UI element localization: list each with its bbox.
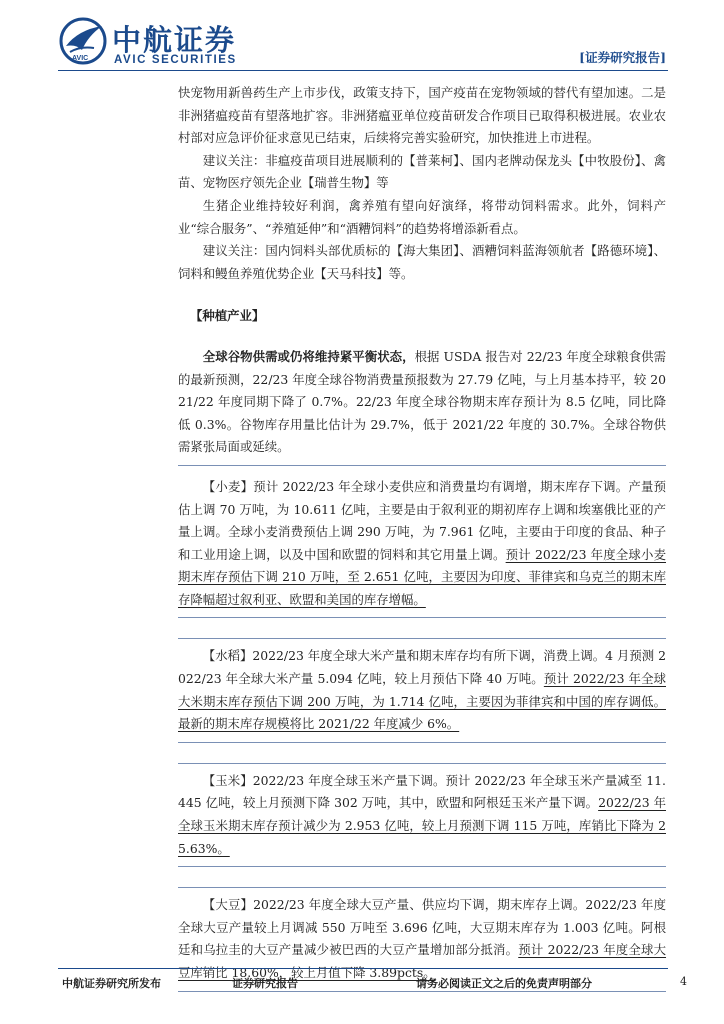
page-number: 4 <box>680 975 687 988</box>
footer-publisher: 中航证券研究所发布 <box>62 977 161 990</box>
rice-text: 【水稻】2022/23 年度全球大米产量和期末库存均有所下调，消费上调。4 月预测 2022/23 年全球大米产量 5.094 亿吨，较上月预估下降 40 万吨。 <box>178 648 666 687</box>
footer-report-type: 证券研究报告 <box>232 977 298 990</box>
corn-highlight: 2022/23 年全球玉米期末库存预计减少为 2.953 亿吨，较上月预测下调 115 万吨，库销比下降为 25.63%。 <box>178 795 666 856</box>
paragraph-wheat <box>178 476 666 619</box>
wheat-highlight: 预计 2022/23 年度全球小麦期末库存预估下调 210 万吨，至 2.651 亿吨，主要因为印度、菲律宾和乌克兰的期末库存降幅超过叙利亚、欧盟和美国的库存增幅。 <box>178 546 666 607</box>
paragraph-rice <box>178 638 666 742</box>
paragraph-grain-overview <box>178 346 666 466</box>
avic-logo <box>58 16 358 68</box>
section-title-planting: 【种植产业】 <box>190 308 265 324</box>
paragraph-feed: 生猪企业维持较好利润，禽养殖有望向好演绎，将带动饲料需求。此外，饲料产业“综合服务”、“养殖延伸”和“酒糟饲料”的趋势将增添新看点。 <box>178 197 666 236</box>
grain-overview-body: 根据 USDA 报告对 22/23 年度全球粮食供需的最新预测，22/23 年度全球谷物消费量预报数为 27.79 亿吨，与上月基本持平，较 2021/22 年度同期下降了 0.7%。22/23 年度全球谷物期末库存预计为 8.5 亿吨，同比降低 0.3%。谷物库存用量比估计为 29.7%，低于 2021/22 年度的 30.7%。全球谷物供需紧张局面或延续。 <box>178 348 666 455</box>
footer-disclaimer: 请务必阅读正文之后的免责声明部分 <box>416 977 592 990</box>
report-type-tag: [证券研究报告] <box>579 50 666 65</box>
paragraph-vaccine-recommend: 建议关注：非瘟疫苗项目进展顺利的【普莱柯】、国内老牌动保龙头【中牧股份】、禽苗、宠物医疗领先企业【瑞普生物】等 <box>178 152 666 191</box>
brand-name-en: AVIC SECURITIES <box>114 54 237 66</box>
soybean-text: 【大豆】2022/23 年度全球大豆产量、供应均下调，期末库存上调。2022/23 年度全球大豆产量较上月调减 550 万吨至 3.696 亿吨，大豆期末库存为 1.003 亿吨。阿根廷和乌拉圭的大豆产量减少被巴西的大豆产量增加部分抵消。 <box>178 897 666 958</box>
wheat-text: 【小麦】预计 2022/23 年全球小麦供应和消费量均有调增，期末库存下调。产量预估上调 70 万吨，为 10.611 亿吨，主要是由于叙利亚的期初库存上调和埃塞俄比亚的产量上调。全球小麦消费预估上调 290 万吨，为 7.961 亿吨，主要由于印度的食品、种子和工业用途上调，以及中国和欧盟的饲料和其它用量上调。 <box>178 478 666 562</box>
soybean-highlight: 预计 2022/23 年度全球大豆库销比 18.60%，较上月值下降 3.89pcts。 <box>178 942 667 980</box>
main-content <box>178 82 666 1002</box>
page-header <box>0 0 724 78</box>
paragraph-vaccine: 快宠物用新兽药生产上市步伐，政策支持下，国产疫苗在宠物领域的替代有望加速。二是非洲猪瘟疫苗有望落地扩容。非洲猪瘟亚单位疫苗研发合作项目已取得积极进展。农业农村部对应急评价征求意见已结束，后续将完善实验研究，加快推进上市进程。 <box>178 85 666 146</box>
footer-divider <box>58 968 668 969</box>
avic-emblem-icon <box>58 16 108 66</box>
grain-overview-lead: 全球谷物供需或仍将维持紧平衡状态， <box>202 348 415 364</box>
paragraph-corn <box>178 763 666 867</box>
corn-text: 【玉米】2022/23 年度全球玉米产量下调。预计 2022/23 年全球玉米产量减至 11.445 亿吨，较上月预测下降 302 万吨，其中，欧盟和阿根廷玉米产量下调。 <box>178 772 666 811</box>
svg-text:AVIC: AVIC <box>72 55 89 62</box>
rice-highlight: 预计 2022/23 年全球大米期末库存预估下调 200 万吨，为 1.714 亿吨，主要因为菲律宾和中国的库存调低。最新的期末库存规模将比 2021/22 年度减少 6%。 <box>178 671 666 732</box>
paragraph-feed-recommend: 建议关注：国内饲料头部优质标的【海大集团】、酒糟饲料蓝海领航者【路德环境】、饲料和鳗鱼养殖优势企业【天马科技】等。 <box>178 243 666 281</box>
header-divider <box>58 70 668 71</box>
brand-name-cn: 中航证券 <box>112 23 237 57</box>
